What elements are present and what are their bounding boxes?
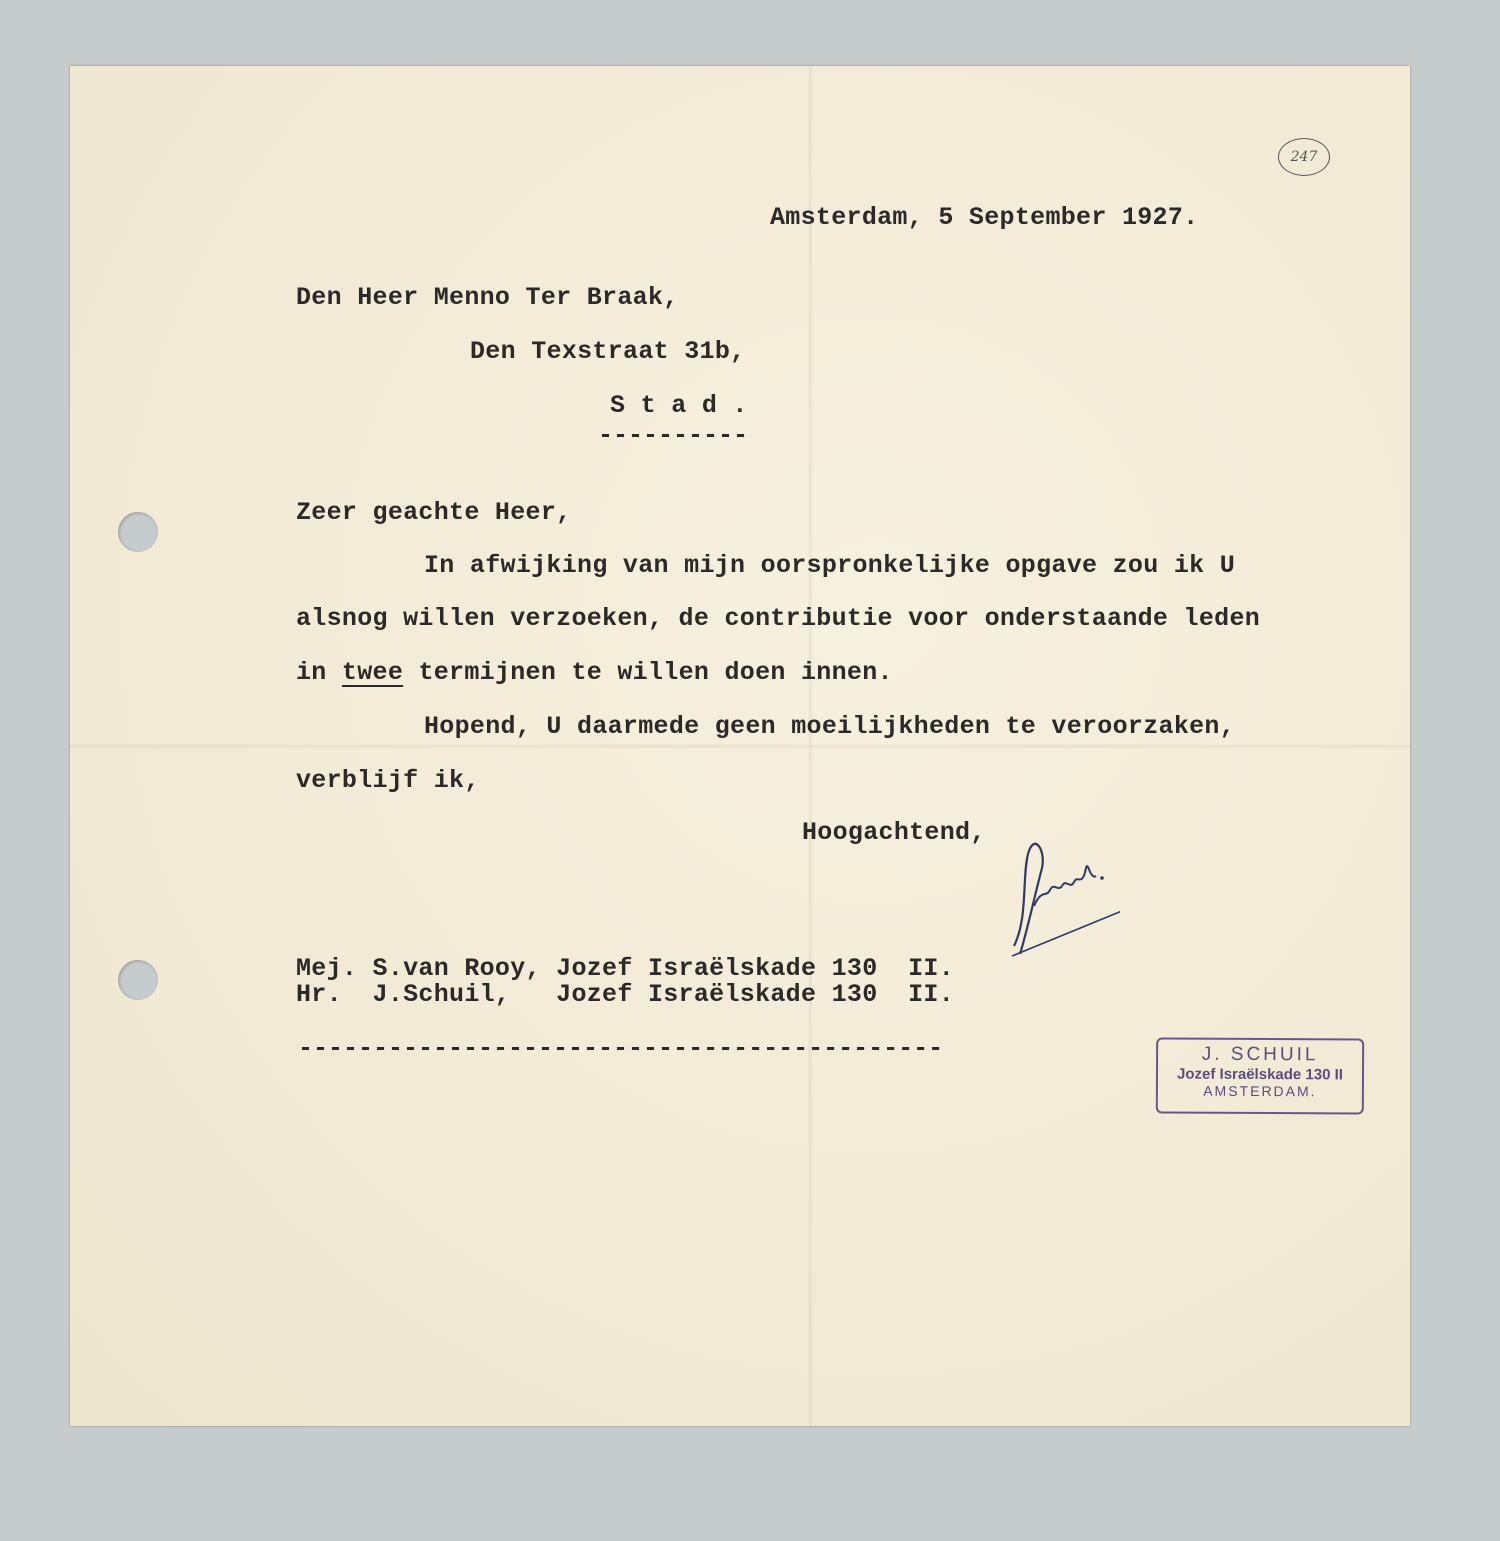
salutation: Zeer geachte Heer, [296, 498, 572, 527]
recipient-city: S t a d . [610, 391, 748, 420]
bottom-rule: ------------------------------------------- [298, 1034, 944, 1063]
stamp-name: J. SCHUIL [1201, 1043, 1319, 1066]
date-line: Amsterdam, 5 September 1927. [770, 203, 1199, 232]
body-p1-line1: In afwijking van mijn oorspronkelijke opgave zou ik U [424, 551, 1236, 580]
letter-paper [70, 66, 1410, 1426]
body-p1-line3-start: in [296, 658, 342, 687]
recipient-name: Den Heer Menno Ter Braak, [296, 283, 679, 312]
body-p1-line3 [296, 658, 893, 687]
stamp-city: AMSTERDAM. [1203, 1082, 1317, 1100]
member-row-1: Mej. S.van Rooy, Jozef Israëlskade 130 II. [296, 954, 955, 983]
member-row-2: Hr. J.Schuil, Jozef Israëlskade 130 II. [296, 980, 955, 1009]
punch-hole-top [118, 512, 158, 552]
stamp-street: Jozef Israëlskade 130 II [1176, 1065, 1344, 1084]
emphasis-twee: twee [341, 658, 404, 687]
body-p1-line3-end: termijnen te willen doen innen. [403, 658, 893, 687]
punch-hole-bottom [118, 960, 158, 1000]
body-p2-line2: verblijf ik, [296, 766, 480, 795]
address-stamp [1156, 1037, 1364, 1114]
signature-image [950, 828, 1120, 968]
closing: Hoogachtend, [802, 818, 986, 847]
body-p1-line2: alsnog willen verzoeken, de contributie voor onderstaande leden [296, 604, 1261, 633]
recipient-street: Den Texstraat 31b, [470, 337, 746, 366]
recipient-city-rule: ---------- [598, 421, 749, 450]
body-p2-line1: Hopend, U daarmede geen moeilijkheden te veroorzaken, [424, 712, 1236, 741]
page-number: 247 [1278, 138, 1330, 176]
